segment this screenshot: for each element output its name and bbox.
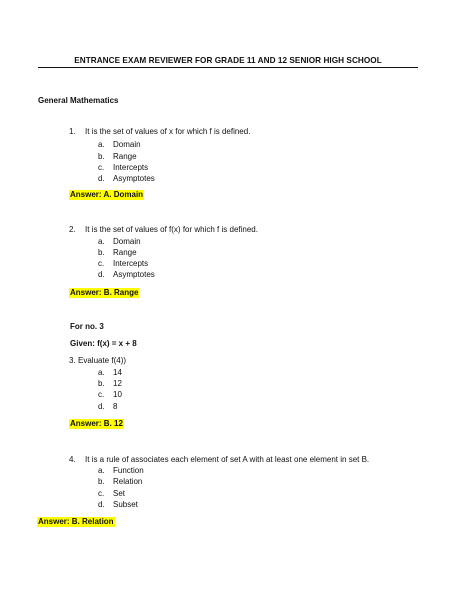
title-underline bbox=[38, 67, 418, 68]
option-letter: a. bbox=[98, 466, 105, 475]
option-letter: d. bbox=[98, 500, 105, 509]
question-preface: For no. 3 bbox=[70, 322, 104, 331]
question-number: 3. bbox=[69, 356, 76, 365]
option-letter: b. bbox=[98, 152, 105, 161]
option-text: Asymptotes bbox=[113, 174, 155, 183]
question-text: Evaluate f(4)) bbox=[78, 356, 127, 365]
option-letter: a. bbox=[98, 140, 105, 149]
option-text: Set bbox=[113, 489, 126, 498]
question-number: 2. bbox=[69, 225, 76, 234]
option-letter: c. bbox=[98, 390, 105, 399]
answer-highlight: Answer: A. Domain bbox=[70, 190, 144, 199]
option-text: Asymptotes bbox=[113, 270, 155, 279]
option-text: 12 bbox=[113, 379, 122, 388]
page-title: ENTRANCE EXAM REVIEWER FOR GRADE 11 AND 12 SENIOR HIGH SCHOOL bbox=[74, 56, 382, 65]
option-letter: c. bbox=[98, 259, 105, 268]
option-letter: d. bbox=[98, 270, 105, 279]
option-letter: a. bbox=[98, 368, 105, 377]
question-text: It is the set of values of f(x) for which f is defined. bbox=[85, 225, 258, 234]
option-letter: b. bbox=[98, 379, 105, 388]
answer-highlight: Answer: B. Relation bbox=[38, 517, 114, 526]
option-letter: d. bbox=[98, 402, 105, 411]
option-text: Intercepts bbox=[113, 259, 149, 268]
answer-highlight: Answer: B. 12 bbox=[70, 419, 123, 428]
option-letter: a. bbox=[98, 237, 105, 246]
question-number: 4. bbox=[69, 455, 76, 464]
option-text: Range bbox=[113, 248, 137, 257]
option-text: Domain bbox=[113, 237, 141, 246]
option-letter: d. bbox=[98, 174, 105, 183]
option-text: 8 bbox=[113, 402, 118, 411]
question-text: It is the set of values of x for which f is defined. bbox=[85, 127, 251, 136]
option-text: Relation bbox=[113, 477, 143, 486]
option-letter: c. bbox=[98, 163, 105, 172]
option-text: 10 bbox=[113, 390, 122, 399]
option-text: Function bbox=[113, 466, 144, 475]
option-text: Range bbox=[113, 152, 137, 161]
option-letter: b. bbox=[98, 248, 105, 257]
question-text: It is a rule of associates each element of set A with at least one element in set B. bbox=[85, 455, 370, 464]
option-letter: c. bbox=[98, 489, 105, 498]
section-title: General Mathematics bbox=[38, 96, 119, 105]
option-text: 14 bbox=[113, 368, 122, 377]
option-text: Domain bbox=[113, 140, 141, 149]
question-given: Given: f(x) = x + 8 bbox=[70, 339, 137, 348]
question-number: 1. bbox=[69, 127, 76, 136]
option-letter: b. bbox=[98, 477, 105, 486]
option-text: Intercepts bbox=[113, 163, 149, 172]
option-text: Subset bbox=[113, 500, 138, 509]
answer-highlight: Answer: B. Range bbox=[70, 288, 139, 297]
